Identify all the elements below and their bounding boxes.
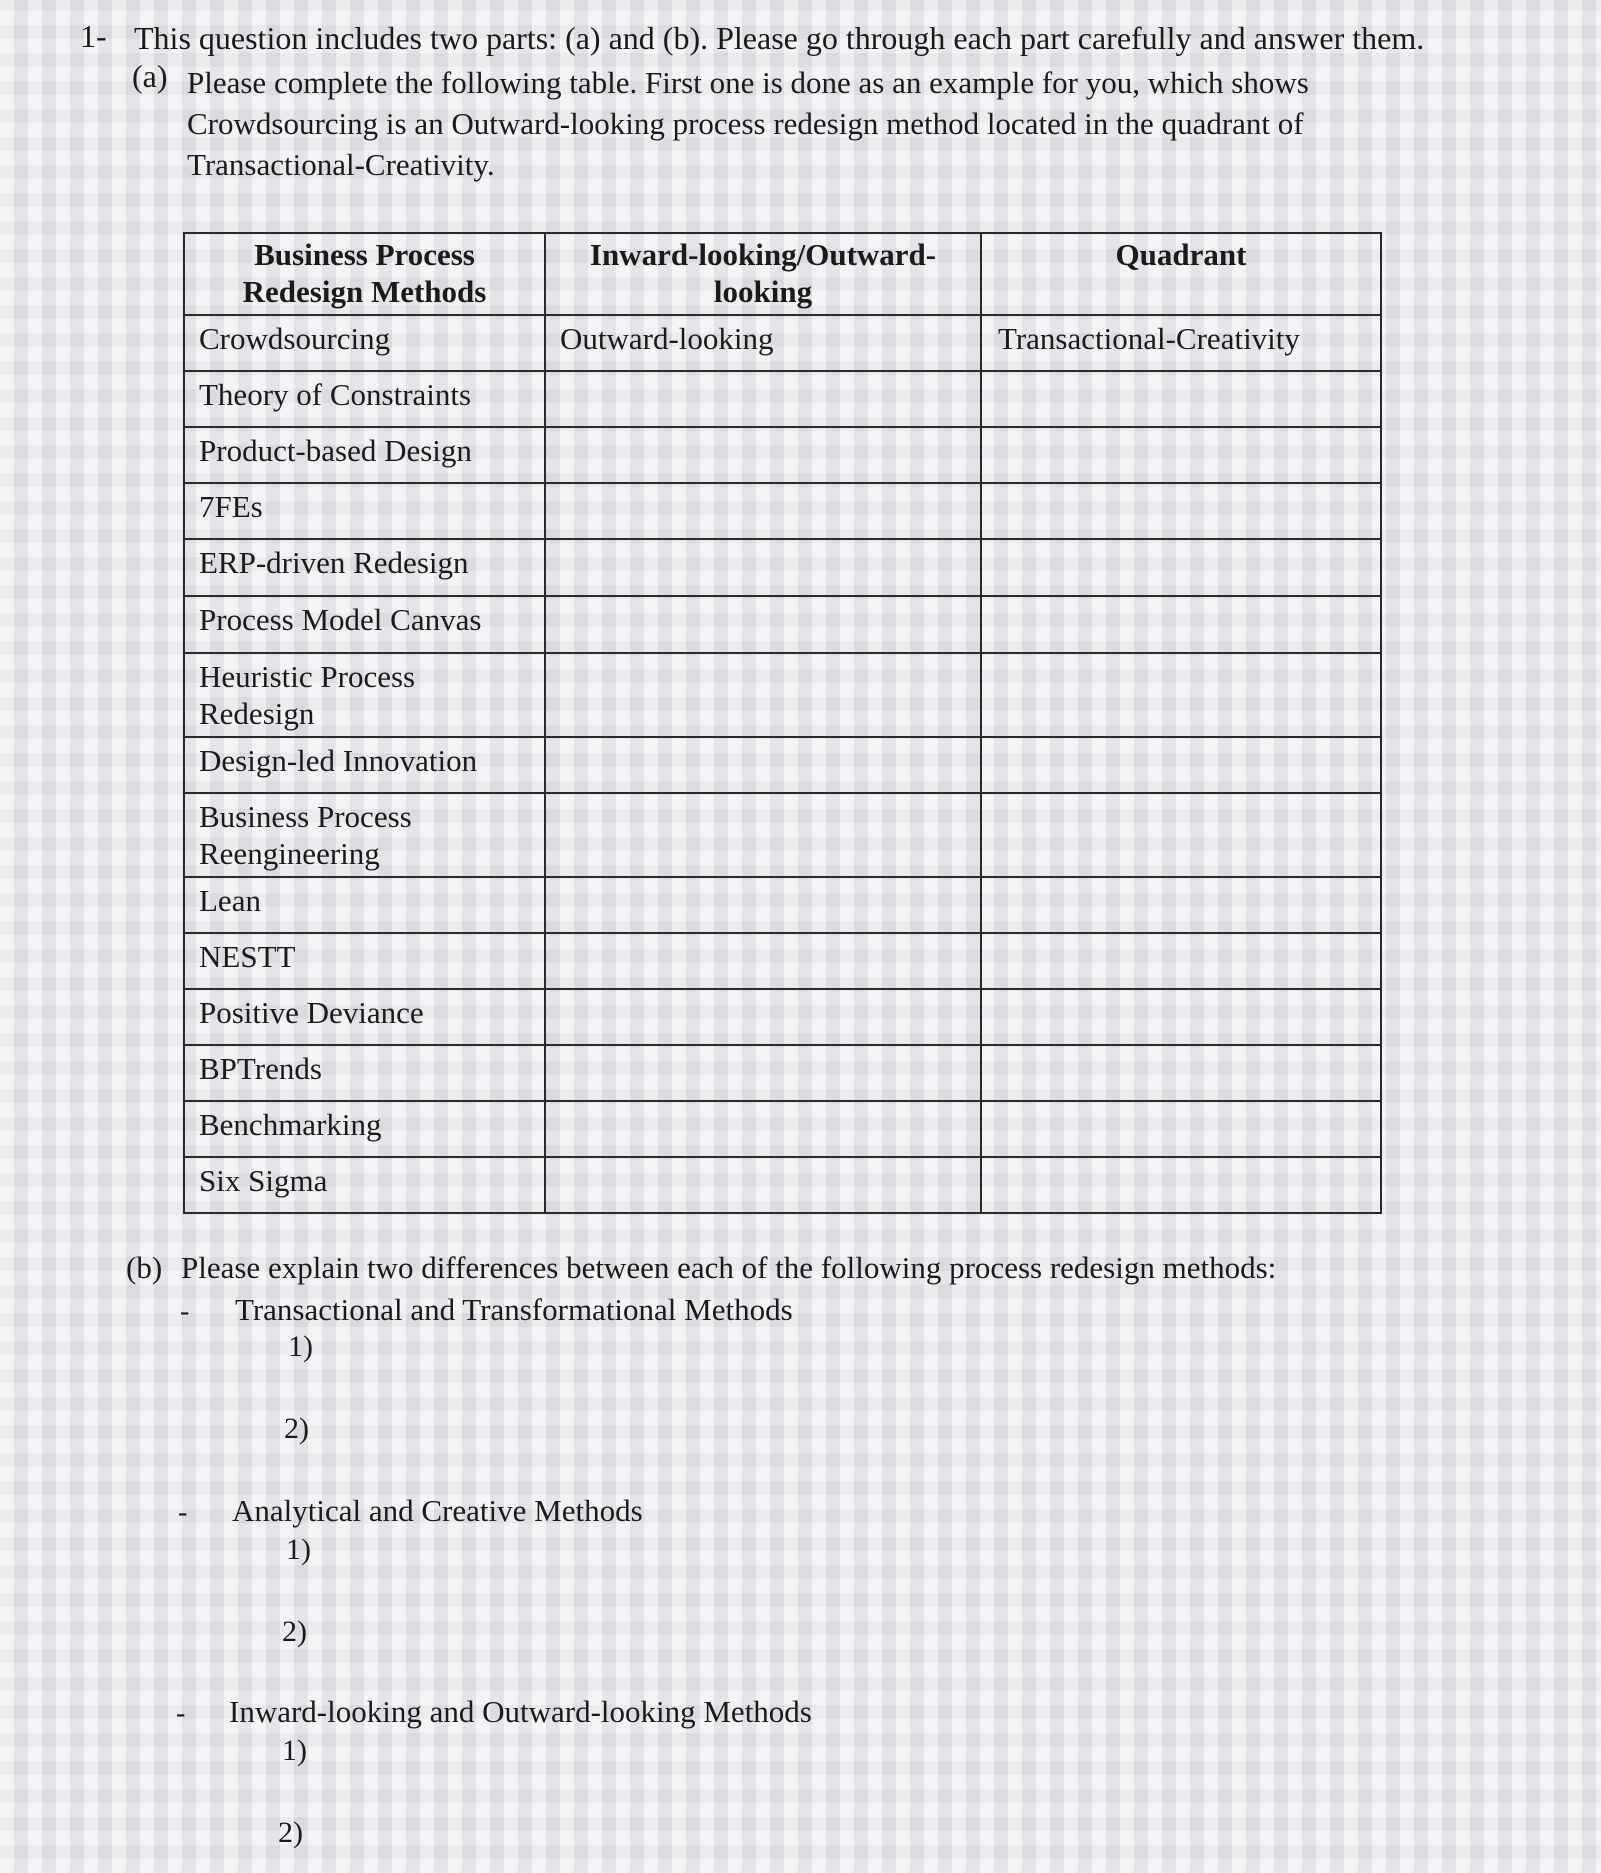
quadrant-cell[interactable]	[981, 933, 1381, 989]
table-row	[184, 653, 1381, 737]
method-cell: BPTrends	[184, 1045, 545, 1101]
table-row	[184, 483, 1381, 539]
header-inward-outward: Inward-looking/Outward-looking	[545, 233, 981, 315]
method-cell: NESTT	[184, 933, 545, 989]
table-row	[184, 1157, 1381, 1213]
table-row	[184, 989, 1381, 1045]
part-a-label: (a)	[132, 58, 168, 94]
method-cell: Process Model Canvas	[184, 596, 545, 653]
method-cell: 7FEs	[184, 483, 545, 539]
orientation-cell[interactable]	[545, 371, 981, 427]
method-cell: Product-based Design	[184, 427, 545, 483]
methods-table	[183, 232, 1382, 1214]
question-intro: This question includes two parts: (a) and (b). Please go through each part carefully and answer them.	[134, 20, 1425, 56]
table-row	[184, 1045, 1381, 1101]
orientation-cell[interactable]	[545, 539, 981, 596]
method-cell: Six Sigma	[184, 1157, 545, 1213]
quadrant-cell[interactable]	[981, 989, 1381, 1045]
table-row	[184, 877, 1381, 933]
topic-title: Transactional and Transformational Methods	[235, 1292, 793, 1327]
orientation-cell[interactable]	[545, 877, 981, 933]
orientation-cell[interactable]	[545, 989, 981, 1045]
quadrant-cell[interactable]	[981, 483, 1381, 539]
method-cell: Benchmarking	[184, 1101, 545, 1157]
answer-number: 2)	[278, 1816, 303, 1849]
table-row	[184, 315, 1381, 371]
orientation-cell[interactable]	[545, 596, 981, 653]
quadrant-cell[interactable]	[981, 427, 1381, 483]
answer-number: 1)	[288, 1330, 313, 1363]
method-cell: Design-led Innovation	[184, 737, 545, 793]
quadrant-cell[interactable]	[981, 539, 1381, 596]
quadrant-cell[interactable]	[981, 1101, 1381, 1157]
orientation-cell[interactable]	[545, 1157, 981, 1213]
table-row	[184, 1101, 1381, 1157]
bullet-dash: -	[178, 1497, 188, 1528]
quadrant-cell[interactable]: Transactional-Creativity	[981, 315, 1381, 371]
question-number: 1-	[80, 18, 107, 54]
orientation-cell[interactable]: Outward-looking	[545, 315, 981, 371]
table-row	[184, 596, 1381, 653]
method-cell: ERP-driven Redesign	[184, 539, 545, 596]
answer-number: 2)	[284, 1412, 309, 1445]
bullet-dash: -	[176, 1698, 186, 1729]
table-row	[184, 427, 1381, 483]
quadrant-cell[interactable]	[981, 1157, 1381, 1213]
method-cell: Theory of Constraints	[184, 371, 545, 427]
quadrant-cell[interactable]	[981, 596, 1381, 653]
part-a-instructions: Please complete the following table. First one is done as an example for you, which shows Crowdsourcing is an Outward-looking process redesign method located in the quadrant of Transactional-Creativity.	[187, 65, 1309, 182]
orientation-cell[interactable]	[545, 933, 981, 989]
method-cell: Lean	[184, 877, 545, 933]
table-row	[184, 539, 1381, 596]
quadrant-cell[interactable]	[981, 653, 1381, 737]
header-methods: Business Process Redesign Methods	[184, 233, 545, 315]
table-header-row	[184, 233, 1381, 315]
orientation-cell[interactable]	[545, 427, 981, 483]
table-row	[184, 793, 1381, 877]
topic-title: Inward-looking and Outward-looking Methods	[229, 1694, 812, 1729]
method-cell: Positive Deviance	[184, 989, 545, 1045]
quadrant-cell[interactable]	[981, 1045, 1381, 1101]
table-row	[184, 737, 1381, 793]
part-b-label: (b)	[126, 1250, 163, 1285]
answer-number: 2)	[282, 1615, 307, 1648]
answer-number: 1)	[282, 1734, 307, 1767]
quadrant-cell[interactable]	[981, 877, 1381, 933]
orientation-cell[interactable]	[545, 1045, 981, 1101]
orientation-cell[interactable]	[545, 483, 981, 539]
table-row	[184, 933, 1381, 989]
orientation-cell[interactable]	[545, 653, 981, 737]
orientation-cell[interactable]	[545, 737, 981, 793]
header-quadrant: Quadrant	[981, 233, 1381, 315]
quadrant-cell[interactable]	[981, 793, 1381, 877]
method-cell: Crowdsourcing	[184, 315, 545, 371]
bullet-dash: -	[180, 1296, 190, 1327]
orientation-cell[interactable]	[545, 793, 981, 877]
quadrant-cell[interactable]	[981, 737, 1381, 793]
topic-title: Analytical and Creative Methods	[232, 1493, 643, 1528]
answer-number: 1)	[286, 1533, 311, 1566]
quadrant-cell[interactable]	[981, 371, 1381, 427]
orientation-cell[interactable]	[545, 1101, 981, 1157]
part-b-instructions: Please explain two differences between each of the following process redesign methods:	[181, 1250, 1277, 1285]
table-row	[184, 371, 1381, 427]
method-cell: Heuristic Process Redesign	[184, 653, 545, 737]
method-cell: Business Process Reengineering	[184, 793, 545, 877]
